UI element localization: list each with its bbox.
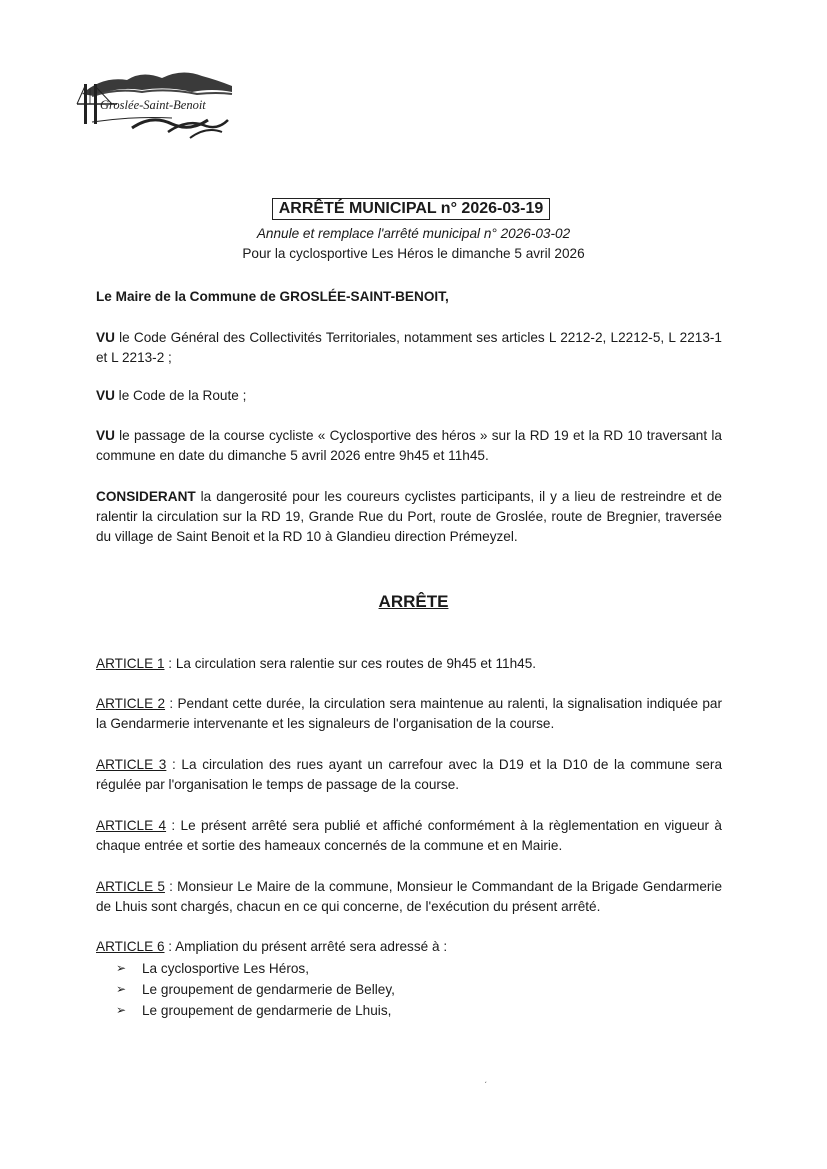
recipient-text: La cyclosportive Les Héros,	[142, 961, 309, 976]
recipient-text: Le groupement de gendarmerie de Lhuis,	[142, 1003, 392, 1018]
article-1	[96, 654, 722, 674]
mayor-text: Le Maire de la Commune de GROSLÉE-SAINT-BENOIT,	[96, 289, 449, 304]
mayor-line	[96, 287, 722, 307]
vu-paragraph-2	[96, 386, 722, 406]
article-text: : Ampliation du présent arrêté sera adressé à :	[164, 939, 448, 954]
article-6	[96, 937, 722, 957]
article-4	[96, 816, 722, 856]
vu-label: VU	[96, 330, 115, 345]
article-label: ARTICLE 6	[96, 939, 165, 954]
article-text: : Le présent arrêté sera publié et affiché conformément à la règlementation en vigueur à chaque entrée et sortie des hameaux concernés de la commune et en Mairie.	[96, 818, 722, 853]
list-item	[116, 958, 395, 979]
vu-paragraph-1	[96, 328, 722, 368]
vu-text: le Code Général des Collectivités Territoriales, notamment ses articles L 2212-2, L2212-5, L 2213-1 et L 2213-2 ;	[96, 330, 722, 365]
article-label: ARTICLE 1	[96, 656, 165, 671]
considerant-label: CONSIDERANT	[96, 489, 196, 504]
vu-paragraph-3	[96, 426, 722, 466]
article-label: ARTICLE 2	[96, 696, 166, 711]
article-3	[96, 755, 722, 795]
considerant-paragraph	[96, 487, 722, 547]
arrow-bullet-icon: ➢	[116, 1003, 127, 1017]
vu-text: le Code de la Route ;	[114, 388, 247, 403]
list-item	[116, 979, 395, 1000]
vu-text: le passage de la course cycliste « Cyclosportive des héros » sur la RD 19 et la RD 10 traversant la commune en date du dimanche 5 avril 2026 entre 9h45 et 11h45.	[96, 428, 722, 463]
decree-subtitle: Annule et remplace l'arrêté municipal n° 2026-03-02	[256, 226, 571, 241]
article-5	[96, 877, 722, 917]
article-2	[96, 694, 722, 734]
commune-logo	[72, 66, 238, 144]
article-label: ARTICLE 3	[96, 757, 167, 772]
arrow-bullet-icon: ➢	[116, 961, 127, 975]
article-text: : La circulation des rues ayant un carrefour avec la D19 et la D10 de la commune sera régulée par l'organisation le temps de passage de la course.	[96, 757, 723, 792]
article-text: : Monsieur Le Maire de la commune, Monsieur le Commandant de la Brigade Gendarmerie de Lhuis sont chargés, chacun en ce qui concerne, de l'exécution du présent arrêté.	[96, 879, 723, 914]
decree-title: ARRÊTÉ MUNICIPAL n° 2026-03-19	[272, 198, 550, 220]
article-label: ARTICLE 4	[96, 818, 167, 833]
arrow-bullet-icon: ➢	[116, 982, 127, 996]
vu-label: VU	[96, 428, 115, 443]
article-text: : Pendant cette durée, la circulation sera maintenue au ralenti, la signalisation indiquée par la Gendarmerie intervenante et les signaleurs de l'organisation de la course.	[96, 696, 722, 731]
decree-purpose: Pour la cyclosportive Les Héros le dimanche 5 avril 2026	[242, 246, 585, 261]
recipient-text: Le groupement de gendarmerie de Belley,	[142, 982, 395, 997]
arrete-heading: ARRÊTE	[378, 592, 449, 611]
article-text: : La circulation sera ralentie sur ces routes de 9h45 et 11h45.	[164, 656, 537, 671]
recipient-list	[116, 958, 395, 1021]
vu-label: VU	[96, 388, 115, 403]
list-item	[116, 1000, 395, 1021]
article-label: ARTICLE 5	[96, 879, 165, 894]
logo-text: Groslée-Saint-Benoit	[100, 98, 206, 112]
stray-mark: ˏ	[484, 1073, 487, 1083]
considerant-text: la dangerosité pour les coureurs cyclistes participants, il y a lieu de restreindre et de ralentir la circulation sur la RD 19, Grande Rue du Port, route de Groslée, route de Bregnier, traversée du village de Saint Benoit et la RD 10 à Glandieu direction Prémeyzel.	[96, 489, 722, 544]
